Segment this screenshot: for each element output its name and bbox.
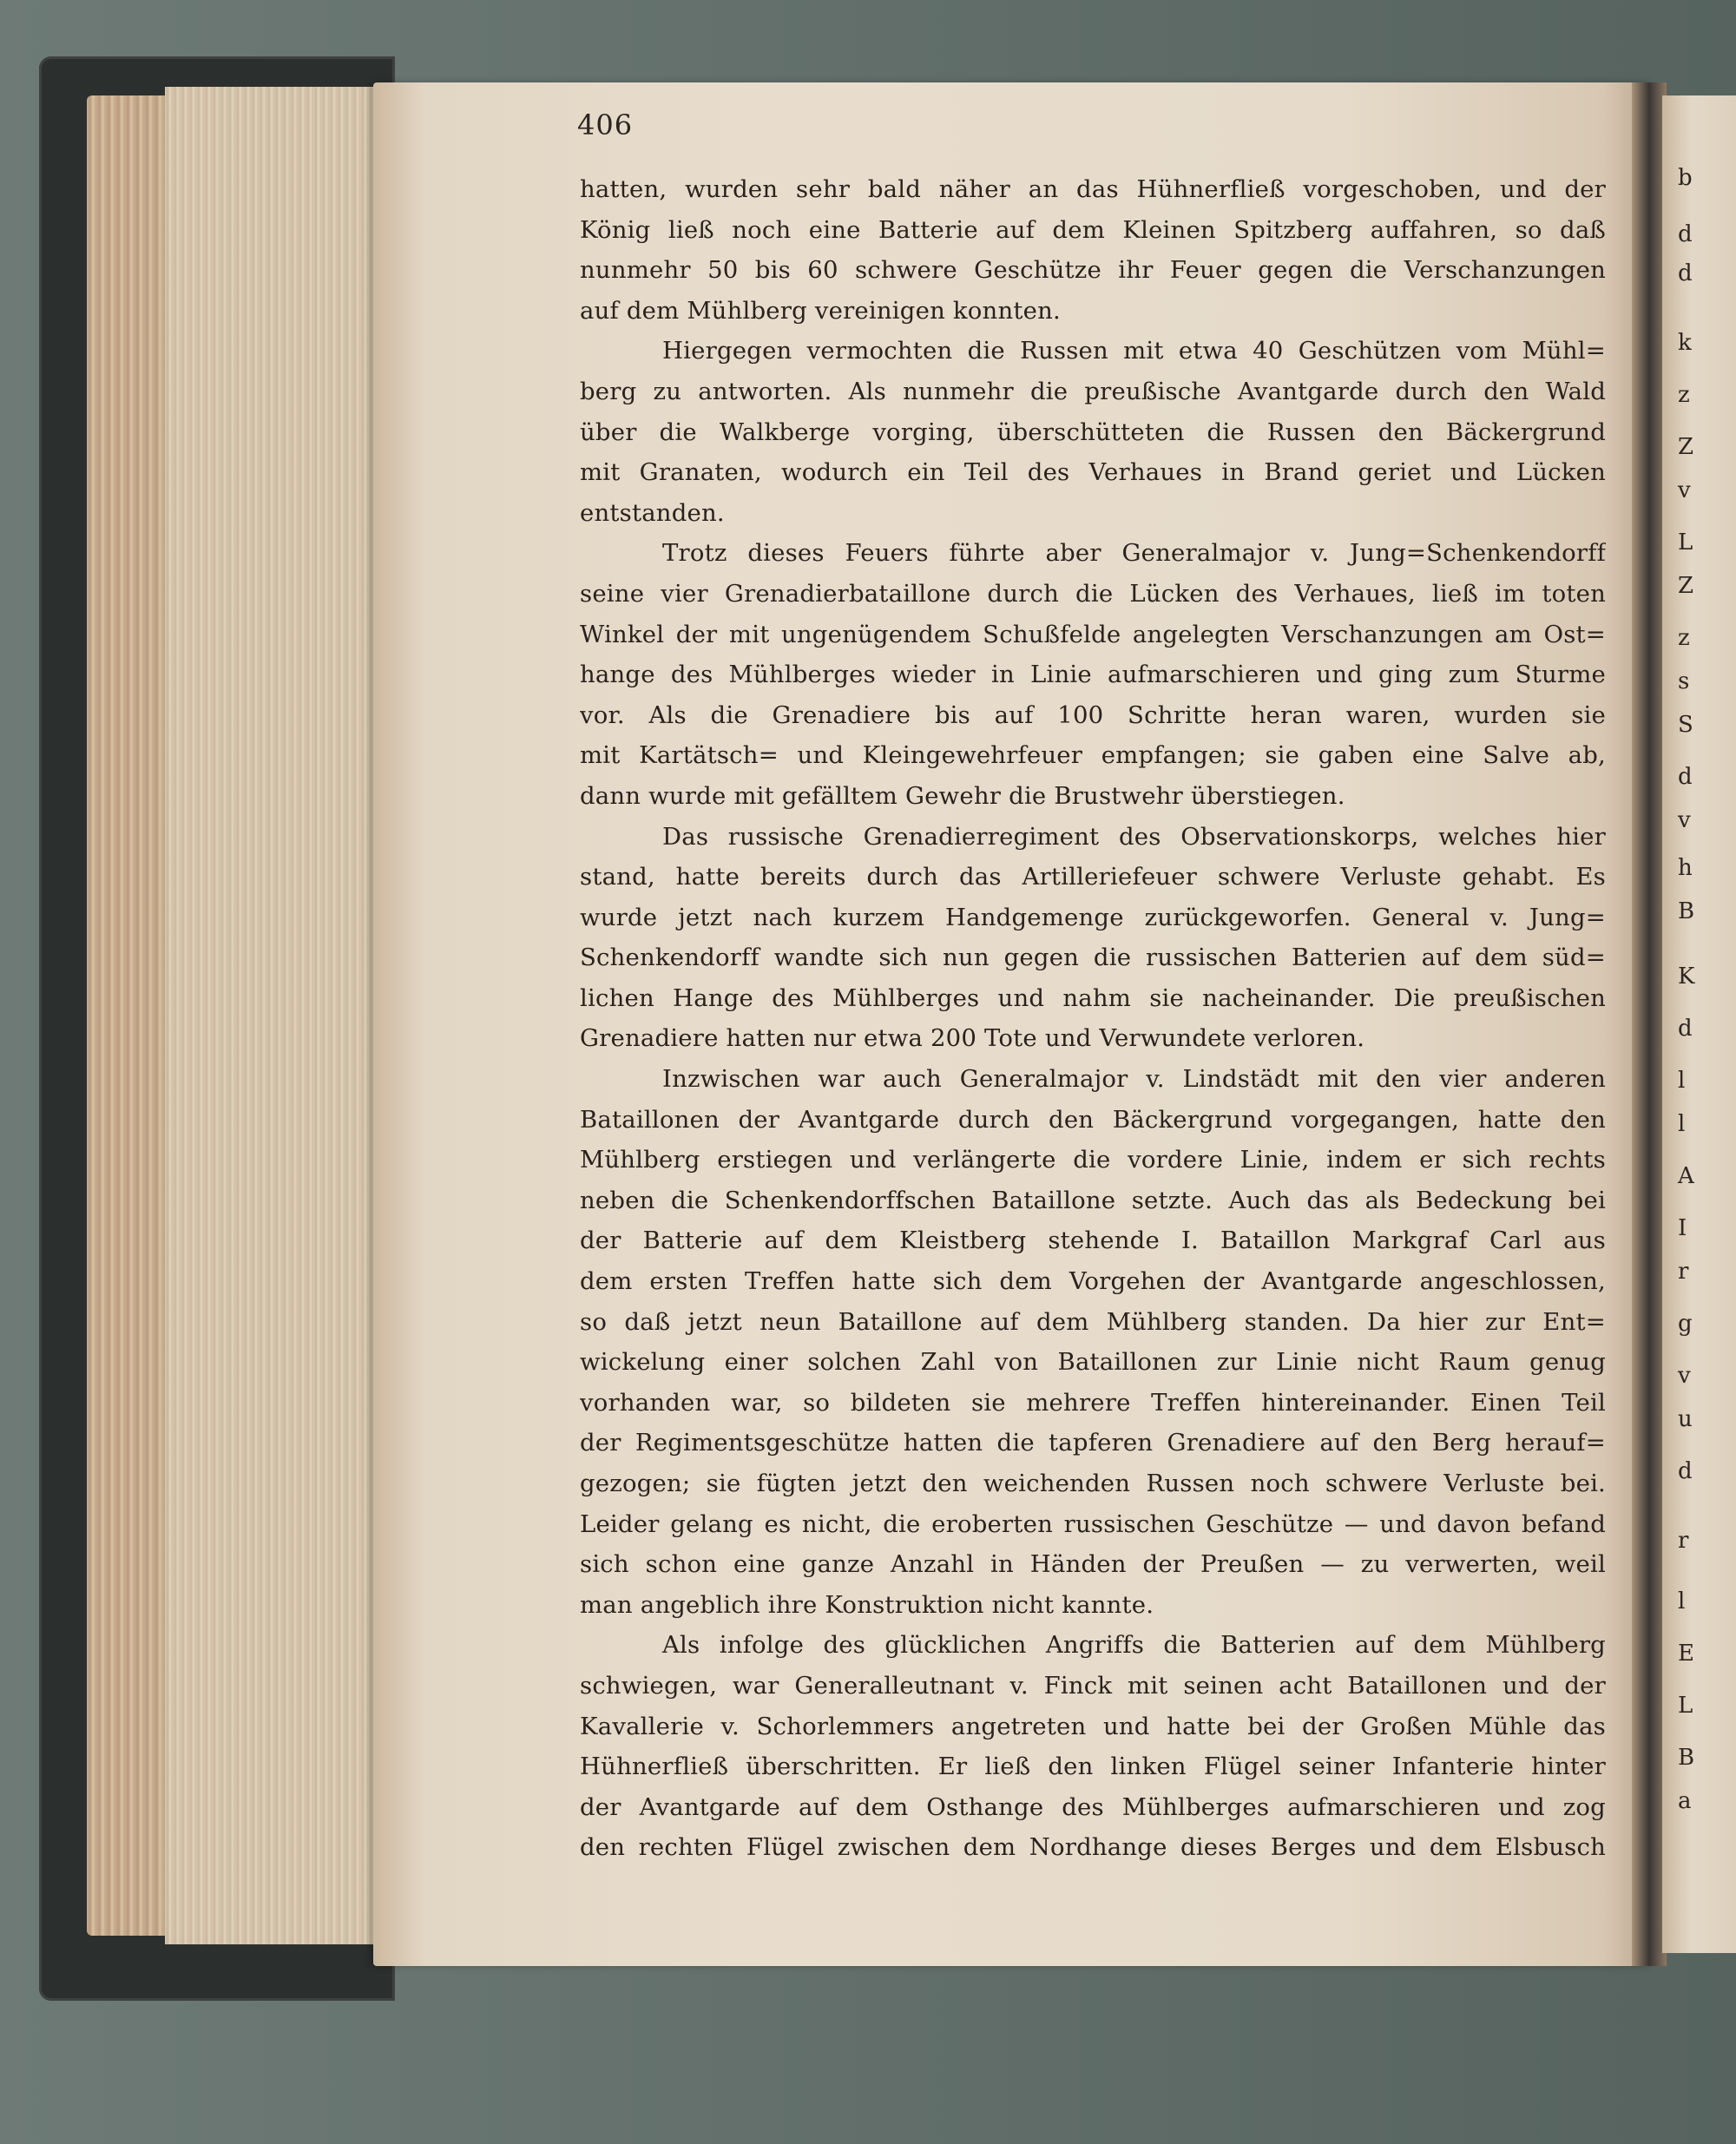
text-line: schwiegen, war Generalleutnant v. Finck mit seinen acht Bataillonen und der [580,1671,1606,1700]
text-line: auf dem Mühlberg vereinigen konnten. [580,296,1061,325]
text-line: der Regimentsgeschütze hatten die tapferen Grenadiere auf den Berg herauf= [580,1429,1606,1457]
text-line: Grenadiere hatten nur etwa 200 Tote und Verwundete verloren. [580,1024,1365,1053]
text-line: wickelung einer solchen Zahl von Bataillonen zur Linie nicht Raum genug [580,1348,1606,1377]
text-line: Kavallerie v. Schorlemmers angetreten und hatte bei der Großen Mühle das [580,1712,1606,1740]
next-page-strip [1662,95,1736,1953]
next-page-fragment: A [1678,1163,1694,1189]
next-page-fragment: Z [1678,573,1694,599]
text-line: Mühlberg erstiegen und verlängerte die vordere Linie, indem er sich rechts [580,1146,1606,1174]
text-line: Trotz dieses Feuers führte aber Generalmajor v. Jung=Schenkendorff [662,539,1606,568]
next-page-fragment: d [1678,260,1693,286]
text-line: vorhanden war, so bildeten sie mehrere Treffen hintereinander. Einen Teil [580,1388,1606,1417]
next-page-fragment: Z [1678,434,1694,460]
text-line: Hühnerfließ überschritten. Er ließ den linken Flügel seiner Infanterie hinter [580,1753,1606,1781]
next-page-fragment: v [1678,807,1691,833]
next-page-fragment: d [1678,1016,1693,1042]
next-page-fragment: u [1678,1406,1693,1432]
text-line: lichen Hange des Mühlberges und nahm sie nacheinander. Die preußischen [580,983,1606,1012]
text-line: Das russische Grenadierregiment des Observationskorps, welches hier [662,822,1606,851]
body-text [580,169,1606,1868]
next-page-fragment: S [1678,712,1693,738]
text-line: berg zu antworten. Als nunmehr die preußische Avantgarde durch den Wald [580,377,1606,405]
text-line: wurde jetzt nach kurzem Handgemenge zurückgeworfen. General v. Jung= [580,903,1606,931]
next-page-fragment: a [1678,1788,1692,1814]
text-line: der Batterie auf dem Kleistberg stehende I. Bataillon Markgraf Carl aus [580,1227,1606,1255]
text-line: gezogen; sie fügten jetzt den weichenden Russen noch schwere Verluste bei. [580,1470,1606,1497]
next-page-fragment: B [1678,898,1695,924]
next-page-fragment: l [1678,1111,1686,1137]
text-line: sich schon eine ganze Anzahl in Händen der Preußen — zu verwerten, weil [580,1550,1606,1579]
text-line: Bataillonen der Avantgarde durch den Bäckergrund vorgegangen, hatte den [580,1105,1606,1134]
next-page-fragment: L [1678,529,1693,556]
text-line: Winkel der mit ungenügendem Schußfelde angelegten Verschanzungen am Ost= [580,620,1606,648]
text-line: hange des Mühlberges wieder in Linie aufmarschieren und ging zum Sturme [580,661,1606,689]
book-gutter [1632,82,1667,1966]
next-page-fragment: B [1678,1745,1695,1771]
next-page-fragment: l [1678,1068,1686,1094]
text-line: neben die Schenkendorffschen Bataillone setzte. Auch das als Bedeckung bei [580,1186,1606,1214]
next-page-fragment: r [1678,1528,1689,1554]
next-page-fragment: s [1678,668,1690,694]
next-page-fragment: l [1678,1588,1686,1615]
next-page-fragment: r [1678,1259,1689,1285]
text-line: so daß jetzt neun Bataillone auf dem Mühlberg standen. Da hier zur Ent= [580,1307,1606,1336]
text-line: vor. Als die Grenadiere bis auf 100 Schritte heran waren, wurden sie [580,700,1606,729]
next-page-fragment: d [1678,764,1693,790]
text-line: den rechten Flügel zwischen dem Nordhange dieses Berges und dem Elsbusch [580,1833,1606,1862]
text-line: seine vier Grenadierbataillone durch die Lücken des Verhaues, ließ im toten [580,579,1606,608]
next-page-fragment: d [1678,1458,1693,1484]
text-line: dem ersten Treffen hatte sich dem Vorgehen der Avantgarde angeschlossen, [580,1267,1606,1296]
next-page-fragment: v [1678,477,1691,503]
text-line: Schenkendorff wandte sich nun gegen die russischen Batterien auf dem süd= [580,944,1606,972]
text-line: Inzwischen war auch Generalmajor v. Lindstädt mit den vier anderen [662,1065,1606,1094]
text-line: mit Granaten, wodurch ein Teil des Verhaues in Brand geriet und Lücken [580,458,1606,487]
text-line: man angeblich ihre Konstruktion nicht kannte. [580,1590,1154,1619]
next-page-fragment: k [1678,330,1692,356]
text-line: der Avantgarde auf dem Osthange des Mühlberges aufmarschieren und zog [580,1792,1606,1821]
text-line: König ließ noch eine Batterie auf dem Kleinen Spitzberg auffahren, so daß [580,215,1606,244]
next-page-fragment: d [1678,221,1693,247]
next-page-fragment: z [1678,382,1690,408]
next-page-fragment: I [1678,1215,1687,1241]
next-page-fragment: E [1678,1641,1694,1667]
text-line: Als infolge des glücklichen Angriffs die Batterien auf dem Mühlberg [662,1631,1606,1660]
text-line: Hiergegen vermochten die Russen mit etwa 40 Geschützen vom Mühl= [662,337,1606,365]
next-page-fragment: L [1678,1693,1693,1719]
text-line: über die Walkberge vorging, überschütteten die Russen den Bäckergrund [580,418,1606,446]
page-number: 406 [577,109,634,141]
text-line: hatten, wurden sehr bald näher an das Hühnerfließ vorgeschoben, und der [580,175,1606,203]
text-line: nunmehr 50 bis 60 schwere Geschütze ihr Feuer gegen die Verschanzungen [580,256,1606,285]
next-page-fragment: K [1678,963,1695,990]
text-line: Leider gelang es nicht, die eroberten russischen Geschütze — und davon befand [580,1509,1606,1538]
page-edges-inner [165,87,382,1944]
next-page-fragment: b [1678,165,1693,191]
next-page-fragment: v [1678,1363,1691,1389]
next-page-fragment: z [1678,625,1690,651]
next-page-fragment: h [1678,855,1693,881]
text-line: dann wurde mit gefälltem Gewehr die Brustwehr überstiegen. [580,781,1345,810]
text-line: mit Kartätsch= und Kleingewehrfeuer empfangen; sie gaben eine Salve ab, [580,741,1606,770]
text-line: entstanden. [580,498,725,527]
next-page-fragment: g [1678,1311,1693,1337]
text-line: stand, hatte bereits durch das Artilleriefeuer schwere Verluste gehabt. Es [580,863,1606,891]
